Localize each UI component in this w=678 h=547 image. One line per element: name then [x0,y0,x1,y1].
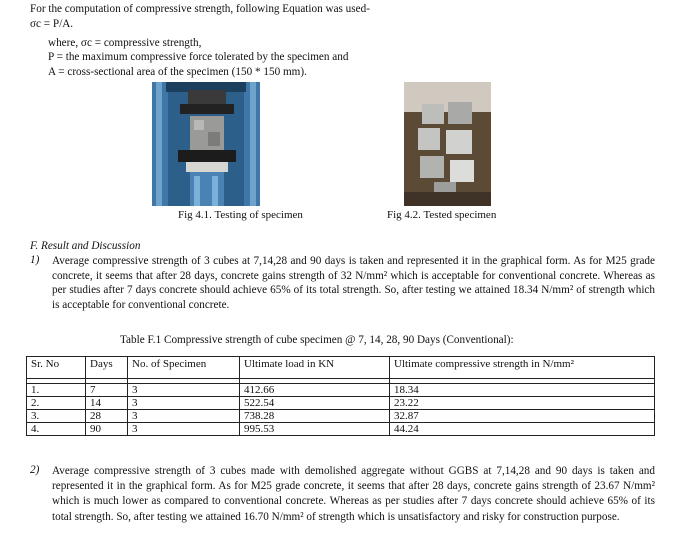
cell-sr-no: 3. [27,410,86,423]
cell-sr-no: 2. [27,397,86,410]
header-specimens: No. of Specimen [128,357,240,379]
cell-days: 28 [86,410,128,423]
header-compressive-strength: Ultimate compressive strength in N/mm² [390,357,655,379]
cell-days: 90 [86,423,128,436]
header-days: Days [86,357,128,379]
cell-strength: 23.22 [390,397,655,410]
cell-days: 14 [86,397,128,410]
item-number-1: 1) [30,254,40,266]
header-ultimate-load: Ultimate load in KN [240,357,390,379]
intro-line: For the computation of compressive strength, following Equation was used- [30,3,370,15]
table-title: Table F.1 Compressive strength of cube specimen @ 7, 14, 28, 90 Days (Conventional): [120,334,514,346]
section-heading: F. Result and Discussion [30,240,141,252]
p-definition: P = the maximum compressive force tolerated by the specimen and [48,51,349,63]
cell-load: 738.28 [240,410,390,423]
cell-load: 995.53 [240,423,390,436]
cell-sr-no: 1. [27,384,86,397]
compressive-strength-table [26,356,655,436]
cell-specimens: 3 [128,423,240,436]
table-row [27,423,655,436]
header-sr-no: Sr. No [27,357,86,379]
figure-caption-1: Fig 4.1. Testing of specimen [178,209,303,221]
result-paragraph-1: Average compressive strength of 3 cubes at 7,14,28 and 90 days is taken and represented it in the graphical form. As for M25 grade concrete, it seems that after 28 days, concrete gains strength of 32 N/mm² which is acceptable for conventional concrete. Whereas as per studies after 7 days concrete should achieve 65% of its total strength. So, after testing we attained 18.34 N/mm² of strength which is acceptable for conventional concrete. [52,255,655,312]
result-paragraph-2: Average compressive strength of 3 cubes made with demolished aggregate without GGBS at 7,14,28 and 90 days is taken and represented it in the graphical form. As for M25 grade concrete, it seems that after 28 days, concrete gains strength of 23.67 N/mm² which is much lower as compared to conventional concrete. Whereas as per studies after 7 days concrete should achieve 65% of its total strength. So, after testing we attained 16.70 N/mm² of strength which is unsatisfactory and risky for construction purpose. [52,465,655,523]
item-number-2: 2) [30,464,40,476]
cell-load: 522.54 [240,397,390,410]
table-row [27,384,655,397]
equation: σc = P/A. [30,18,74,30]
a-definition: A = cross-sectional area of the specimen (150 * 150 mm). [48,66,307,78]
cell-load: 412.66 [240,384,390,397]
tested-specimen-photo [404,82,491,206]
cell-days: 7 [86,384,128,397]
cell-specimens: 3 [128,384,240,397]
cell-strength: 44.24 [390,423,655,436]
cell-strength: 32.87 [390,410,655,423]
cell-sr-no: 4. [27,423,86,436]
table-row [27,410,655,423]
cell-specimens: 3 [128,410,240,423]
testing-specimen-photo [152,82,260,206]
cell-strength: 18.34 [390,384,655,397]
where-definition: where, σc = compressive strength, [48,37,202,49]
cell-specimens: 3 [128,397,240,410]
figure-caption-2: Fig 4.2. Tested specimen [387,209,497,221]
table-row [27,397,655,410]
table-header-row [27,357,655,379]
